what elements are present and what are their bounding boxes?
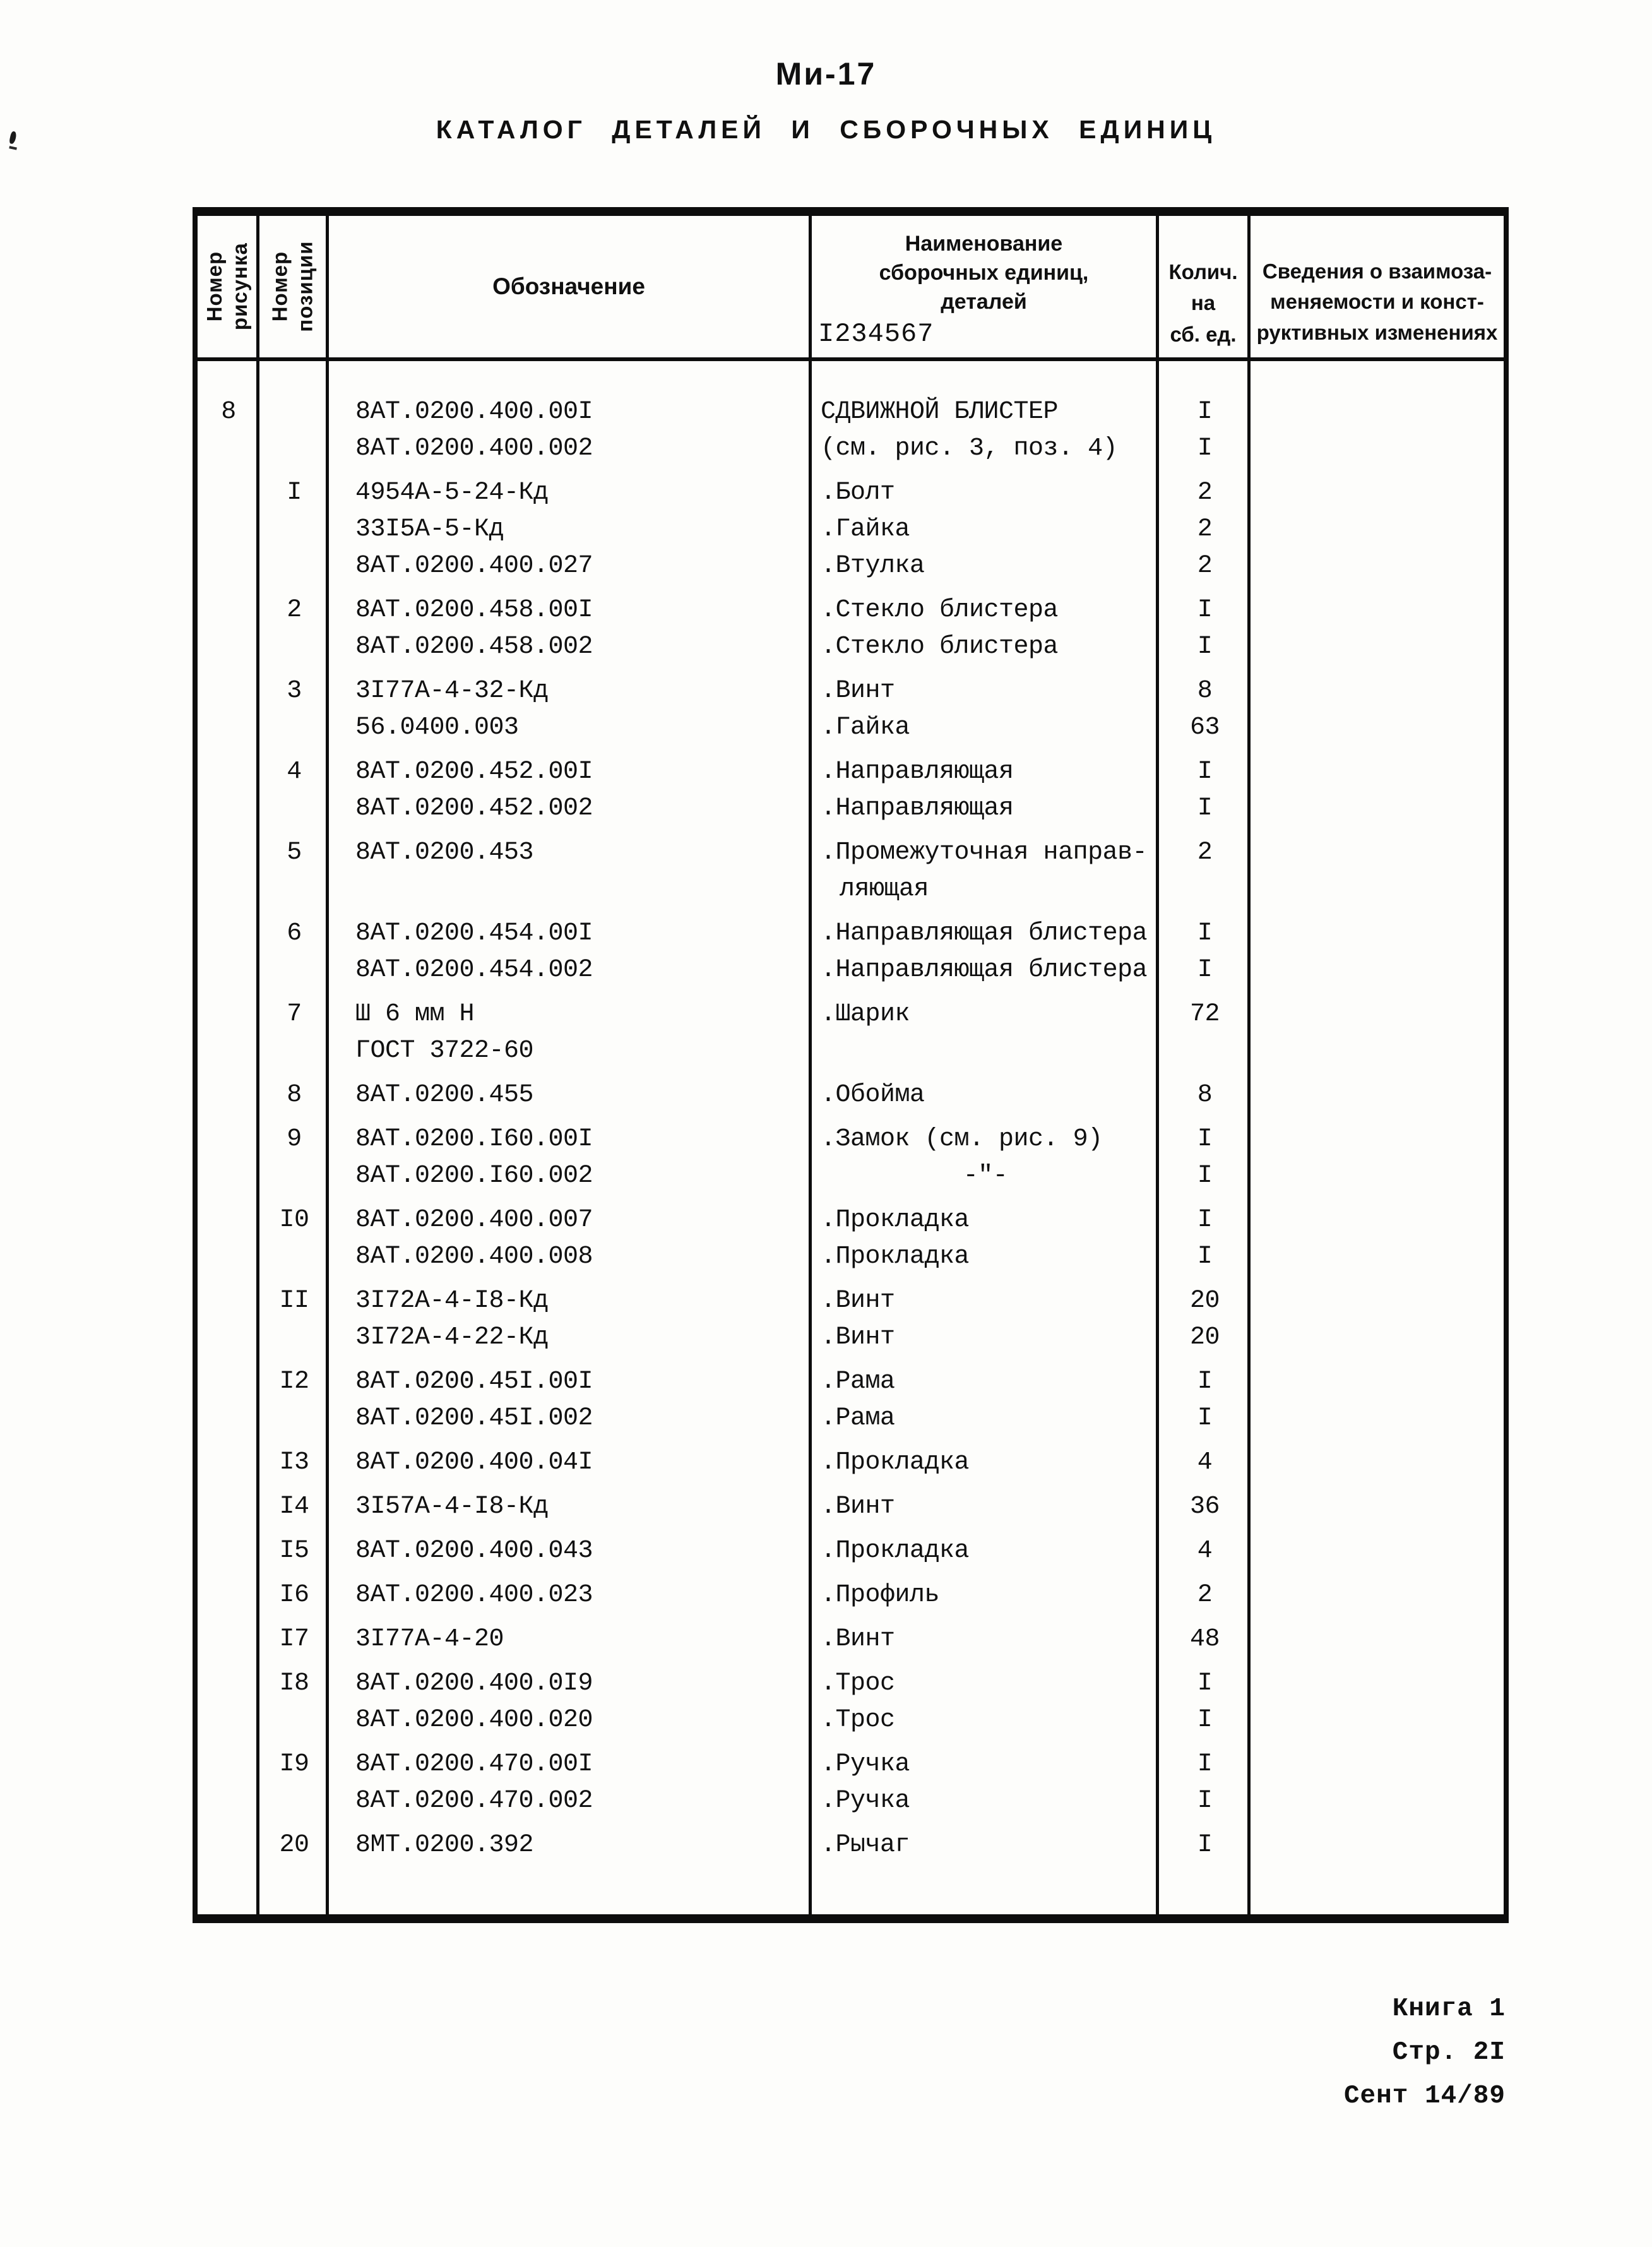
header-notes: Сведения о взаимоза- меняемости и конст- руктивных изменениях [1256, 259, 1498, 345]
position-number-cell: I0 [279, 1206, 309, 1234]
position-number-cell: I5 [279, 1537, 309, 1565]
figure-number-cell [198, 1666, 259, 1702]
quantity-cell: 2 [1197, 515, 1213, 544]
designation-cell: 8АТ.0200.458.00I [355, 596, 593, 624]
table-row [198, 1489, 1504, 1525]
position-number-cell [259, 1158, 329, 1195]
designation-cell: 8АТ.0200.400.04I [355, 1448, 593, 1477]
figure-number-cell [198, 673, 259, 710]
notes-cell [1251, 1202, 1504, 1239]
notes-cell [1251, 1158, 1504, 1195]
name-cell: .Гайка [821, 713, 910, 742]
name-cell: .Обойма [821, 1081, 925, 1109]
header-quantity: Колич. на сб. ед. [1159, 216, 1251, 357]
notes-cell [1251, 754, 1504, 790]
quantity-cell: I [1197, 1206, 1213, 1234]
column-divider [1247, 361, 1251, 1914]
position-number-cell: I7 [279, 1625, 309, 1654]
designation-cell: 8АТ.0200.400.023 [355, 1581, 593, 1609]
designation-cell: 8АТ.0200.400.008 [355, 1243, 593, 1271]
table-row [198, 1364, 1504, 1400]
figure-number-cell [198, 871, 259, 908]
designation-cell: 8АТ.0200.400.020 [355, 1706, 593, 1734]
header-figure-number [198, 216, 259, 357]
name-cell: .Трос [821, 1669, 895, 1698]
quantity-cell: 20 [1189, 1287, 1220, 1315]
quantity-cell: I [1197, 758, 1213, 786]
notes-cell [1251, 1239, 1504, 1275]
designation-cell: 8АТ.0200.400.002 [355, 434, 593, 463]
name-cell: .Прокладка [821, 1448, 970, 1477]
quantity-cell: 8 [1197, 677, 1213, 705]
position-number-cell [259, 1033, 329, 1070]
figure-number-cell [198, 1783, 259, 1820]
designation-cell: 8АТ.0200.45I.00I [355, 1368, 593, 1396]
quantity-cell: I [1197, 1750, 1213, 1779]
quantity-cell: 48 [1189, 1625, 1220, 1654]
designation-cell: 8АТ.0200.I60.002 [355, 1162, 593, 1190]
notes-cell [1251, 952, 1504, 989]
position-number-cell [259, 871, 329, 908]
position-number-cell: II [279, 1287, 309, 1315]
table-row [198, 996, 1504, 1033]
name-cell: .Направляющая [821, 758, 1014, 786]
position-number-cell: I6 [279, 1581, 309, 1609]
quantity-cell: I [1197, 633, 1213, 661]
quantity-cell: I [1197, 1831, 1213, 1859]
quantity-cell: I [1197, 1243, 1213, 1271]
name-cell: .Ручка [821, 1787, 910, 1815]
figure-number-cell [198, 1202, 259, 1239]
figure-number-cell [198, 1239, 259, 1275]
name-cell: .Винт [821, 1287, 895, 1315]
figure-number-cell [198, 1364, 259, 1400]
table-row [198, 1666, 1504, 1702]
name-cell: .Стекло блистера [821, 596, 1059, 624]
footer-page: Стр. 2I [1392, 2038, 1506, 2067]
designation-cell: 8АТ.0200.400.0I9 [355, 1669, 593, 1698]
designation-cell: 8АТ.0200.454.00I [355, 919, 593, 948]
position-number-cell [259, 511, 329, 548]
notes-cell [1251, 1621, 1504, 1658]
position-number-cell [259, 1400, 329, 1437]
table-row [198, 1702, 1504, 1739]
position-number-cell [259, 790, 329, 827]
notes-cell [1251, 1077, 1504, 1114]
notes-cell [1251, 790, 1504, 827]
designation-cell: 8АТ.0200.400.027 [355, 552, 593, 580]
parts-catalog-table [193, 207, 1509, 1923]
position-number-cell [259, 394, 329, 431]
table-row [198, 548, 1504, 585]
quantity-cell: 8 [1197, 1081, 1213, 1109]
column-divider [809, 361, 812, 1914]
notes-cell [1251, 394, 1504, 431]
column-divider [1156, 361, 1159, 1914]
notes-cell [1251, 871, 1504, 908]
quantity-cell: 2 [1197, 1581, 1213, 1609]
table-row [198, 431, 1504, 467]
figure-number-cell [198, 1400, 259, 1437]
figure-number-cell [198, 1827, 259, 1864]
quantity-cell: 2 [1197, 838, 1213, 867]
position-number-cell [259, 629, 329, 665]
quantity-cell: 4 [1197, 1537, 1213, 1565]
notes-cell [1251, 1364, 1504, 1400]
position-number-cell: I4 [279, 1493, 309, 1521]
figure-number-cell [198, 548, 259, 585]
table-row [198, 511, 1504, 548]
name-cell: (см. рис. 3, поз. 4) [821, 434, 1118, 463]
quantity-cell: I [1197, 794, 1213, 823]
table-row [198, 754, 1504, 790]
name-cell: .Стекло блистера [821, 633, 1059, 661]
quantity-cell: 20 [1189, 1323, 1220, 1352]
name-cell: .Промежуточная направ- [821, 838, 1148, 867]
table-row [198, 592, 1504, 629]
designation-cell: 8АТ.0200.400.007 [355, 1206, 593, 1234]
quantity-cell: I [1197, 1125, 1213, 1153]
header-name-code: I234567 [818, 319, 934, 350]
position-number-cell: I [287, 479, 302, 507]
designation-cell: 8АТ.0200.470.00I [355, 1750, 593, 1779]
table-header-row [198, 216, 1504, 361]
designation-cell: 8АТ.0200.455 [355, 1081, 534, 1109]
name-cell: .Рама [821, 1404, 895, 1433]
name-cell: .Ручка [821, 1750, 910, 1779]
table-row [198, 952, 1504, 989]
designation-cell: 8АТ.0200.452.00I [355, 758, 593, 786]
footer-date: Сент 14/89 [1343, 2082, 1506, 2111]
designation-cell: 3I57А-4-I8-Кд [355, 1493, 549, 1521]
name-cell: .Направляющая блистера [821, 956, 1148, 984]
designation-cell: Ш 6 мм Н [355, 1000, 475, 1028]
notes-cell [1251, 511, 1504, 548]
figure-number-cell [198, 431, 259, 467]
designation-cell: 56.0400.003 [355, 713, 519, 742]
quantity-cell: I [1197, 1787, 1213, 1815]
notes-cell [1251, 1445, 1504, 1481]
position-number-cell: 5 [287, 838, 302, 867]
position-number-cell: 8 [287, 1081, 302, 1109]
figure-number-cell [198, 1621, 259, 1658]
figure-number-cell [198, 629, 259, 665]
position-number-cell [259, 1320, 329, 1356]
designation-cell: 4954А-5-24-Кд [355, 479, 549, 507]
quantity-cell: I [1197, 1669, 1213, 1698]
notes-cell [1251, 835, 1504, 871]
designation-cell: ГОСТ 3722-60 [355, 1037, 534, 1065]
figure-number-cell [198, 1033, 259, 1070]
position-number-cell [259, 952, 329, 989]
quantity-cell: 2 [1197, 552, 1213, 580]
designation-cell: 33I5А-5-Кд [355, 515, 504, 544]
position-number-cell: 2 [287, 596, 302, 624]
notes-cell [1251, 1489, 1504, 1525]
figure-number-cell [198, 835, 259, 871]
figure-number-cell [198, 996, 259, 1033]
header-position-number [259, 216, 329, 357]
position-number-cell: 6 [287, 919, 302, 948]
notes-cell [1251, 548, 1504, 585]
name-cell: .Втулка [821, 552, 925, 580]
position-number-cell: I2 [279, 1368, 309, 1396]
designation-cell: 8АТ.0200.470.002 [355, 1787, 593, 1815]
notes-cell [1251, 592, 1504, 629]
designation-cell: 8АТ.0200.I60.00I [355, 1125, 593, 1153]
header-position-number-label: Номер позиции [268, 241, 317, 333]
position-number-cell: 20 [279, 1831, 309, 1859]
quantity-cell: I [1197, 596, 1213, 624]
name-cell: СДВИЖНОЙ БЛИСТЕР [821, 398, 1059, 426]
table-row [198, 673, 1504, 710]
table-row [198, 1445, 1504, 1481]
name-cell: .Замок (см. рис. 9) [821, 1125, 1103, 1153]
table-row [198, 1033, 1504, 1070]
table-row [198, 871, 1504, 908]
name-cell: .Прокладка [821, 1206, 970, 1234]
position-number-cell: I9 [279, 1750, 309, 1779]
header-figure-number-label: Номер рисунка [202, 242, 251, 331]
designation-cell: 8АТ.0200.453 [355, 838, 534, 867]
notes-cell [1251, 673, 1504, 710]
table-row [198, 1320, 1504, 1356]
quantity-cell: I [1197, 1368, 1213, 1396]
notes-cell [1251, 629, 1504, 665]
name-cell: .Шарик [821, 1000, 910, 1028]
notes-cell [1251, 1033, 1504, 1070]
position-number-cell [259, 710, 329, 746]
notes-cell [1251, 1746, 1504, 1783]
position-number-cell: I3 [279, 1448, 309, 1477]
figure-number-cell [198, 754, 259, 790]
figure-number-cell [198, 1445, 259, 1481]
figure-number-cell [198, 592, 259, 629]
position-number-cell [259, 1783, 329, 1820]
figure-number-cell [198, 952, 259, 989]
figure-number-cell [198, 1320, 259, 1356]
position-number-cell [259, 548, 329, 585]
quantity-cell: 72 [1189, 1000, 1220, 1028]
position-number-cell: 7 [287, 1000, 302, 1028]
quantity-cell: I [1197, 398, 1213, 426]
position-number-cell: I8 [279, 1669, 309, 1698]
notes-cell [1251, 1533, 1504, 1570]
table-row [198, 710, 1504, 746]
name-cell: .Винт [821, 1493, 895, 1521]
quantity-cell: I [1197, 1162, 1213, 1190]
table-row [198, 1783, 1504, 1820]
name-cell: .Прокладка [821, 1243, 970, 1271]
quantity-cell: I [1197, 1404, 1213, 1433]
quantity-cell: 63 [1189, 713, 1220, 742]
table-row [198, 1400, 1504, 1437]
designation-cell: 3I77А-4-32-Кд [355, 677, 549, 705]
name-cell: .Винт [821, 1625, 895, 1654]
position-number-cell: 4 [287, 758, 302, 786]
notes-cell [1251, 710, 1504, 746]
table-row [198, 1533, 1504, 1570]
figure-number-cell [198, 1283, 259, 1320]
name-cell: .Винт [821, 677, 895, 705]
notes-cell [1251, 1320, 1504, 1356]
designation-cell: 8АТ.0200.400.00I [355, 398, 593, 426]
figure-number-cell [198, 1577, 259, 1614]
name-cell: .Болт [821, 479, 895, 507]
page-footer [1344, 1988, 1506, 2118]
notes-cell [1251, 1577, 1504, 1614]
table-row [198, 629, 1504, 665]
table-body [198, 361, 1504, 1914]
name-cell: ляющая [840, 875, 929, 903]
designation-cell: 8АТ.0200.454.002 [355, 956, 593, 984]
table-row [198, 1121, 1504, 1158]
name-cell: .Рычаг [821, 1831, 910, 1859]
designation-cell: 8АТ.0200.45I.002 [355, 1404, 593, 1433]
table-row [198, 835, 1504, 871]
table-row [198, 1077, 1504, 1114]
table-row [198, 1827, 1504, 1864]
column-divider [326, 361, 329, 1914]
position-number-cell: 9 [287, 1125, 302, 1153]
name-cell: .Рама [821, 1368, 895, 1396]
quantity-cell: I [1197, 1706, 1213, 1734]
header-name: Наименование сборочных единиц, деталей I234567 [812, 216, 1159, 357]
figure-number-cell: 8 [221, 398, 236, 426]
position-number-cell: 3 [287, 677, 302, 705]
table-row [198, 1283, 1504, 1320]
table-row [198, 790, 1504, 827]
figure-number-cell [198, 790, 259, 827]
document-heading: КАТАЛОГ ДЕТАЛЕЙ И СБОРОЧНЫХ ЕДИНИЦ [436, 115, 1216, 144]
name-cell: .Винт [821, 1323, 895, 1352]
name-cell: .Прокладка [821, 1537, 970, 1565]
notes-cell [1251, 1702, 1504, 1739]
designation-cell: 3I72А-4-22-Кд [355, 1323, 549, 1352]
quantity-cell: I [1197, 956, 1213, 984]
notes-cell [1251, 1666, 1504, 1702]
name-cell: -"- [963, 1162, 1008, 1190]
notes-cell [1251, 431, 1504, 467]
table-row [198, 1746, 1504, 1783]
name-cell: .Гайка [821, 515, 910, 544]
quantity-cell: 2 [1197, 479, 1213, 507]
quantity-cell: I [1197, 434, 1213, 463]
notes-cell [1251, 1283, 1504, 1320]
notes-cell [1251, 996, 1504, 1033]
figure-number-cell [198, 475, 259, 511]
notes-cell [1251, 1783, 1504, 1820]
table-row [198, 1239, 1504, 1275]
name-cell: .Профиль [821, 1581, 940, 1609]
quantity-cell [1159, 1033, 1251, 1070]
figure-number-cell [198, 1158, 259, 1195]
designation-cell: 3I77А-4-20 [355, 1625, 504, 1654]
designation-cell: 8АТ.0200.452.002 [355, 794, 593, 823]
quantity-cell: 36 [1189, 1493, 1220, 1521]
designation-cell: 8АТ.0200.400.043 [355, 1537, 593, 1565]
figure-number-cell [198, 1489, 259, 1525]
table-row [198, 1158, 1504, 1195]
table-row [198, 915, 1504, 952]
figure-number-cell [198, 511, 259, 548]
notes-cell [1251, 475, 1504, 511]
quantity-cell: I [1197, 919, 1213, 948]
figure-number-cell [198, 1533, 259, 1570]
designation-cell [329, 871, 812, 908]
figure-number-cell [198, 710, 259, 746]
figure-number-cell [198, 1077, 259, 1114]
notes-cell [1251, 915, 1504, 952]
designation-cell: 8АТ.0200.458.002 [355, 633, 593, 661]
designation-cell: 3I72А-4-I8-Кд [355, 1287, 549, 1315]
name-cell: .Трос [821, 1706, 895, 1734]
table-row [198, 475, 1504, 511]
table-row [198, 394, 1504, 431]
figure-number-cell [198, 1746, 259, 1783]
quantity-cell: 4 [1197, 1448, 1213, 1477]
column-divider [256, 361, 259, 1914]
document-model-title: Ми-17 [775, 56, 877, 92]
footer-book: Книга 1 [1392, 1994, 1506, 2023]
table-row [198, 1202, 1504, 1239]
position-number-cell [259, 1239, 329, 1275]
notes-cell [1251, 1827, 1504, 1864]
position-number-cell [259, 1702, 329, 1739]
designation-cell: 8МТ.0200.392 [355, 1831, 534, 1859]
table-row [198, 1577, 1504, 1614]
figure-number-cell [198, 1121, 259, 1158]
name-cell [812, 1033, 1159, 1070]
name-cell: .Направляющая [821, 794, 1014, 823]
figure-number-cell [198, 915, 259, 952]
notes-cell [1251, 1121, 1504, 1158]
quantity-cell [1159, 871, 1251, 908]
position-number-cell [259, 431, 329, 467]
figure-number-cell [198, 1702, 259, 1739]
table-row [198, 1621, 1504, 1658]
notes-cell [1251, 1400, 1504, 1437]
header-designation: Обозначение [329, 216, 812, 357]
name-cell: .Направляющая блистера [821, 919, 1148, 948]
